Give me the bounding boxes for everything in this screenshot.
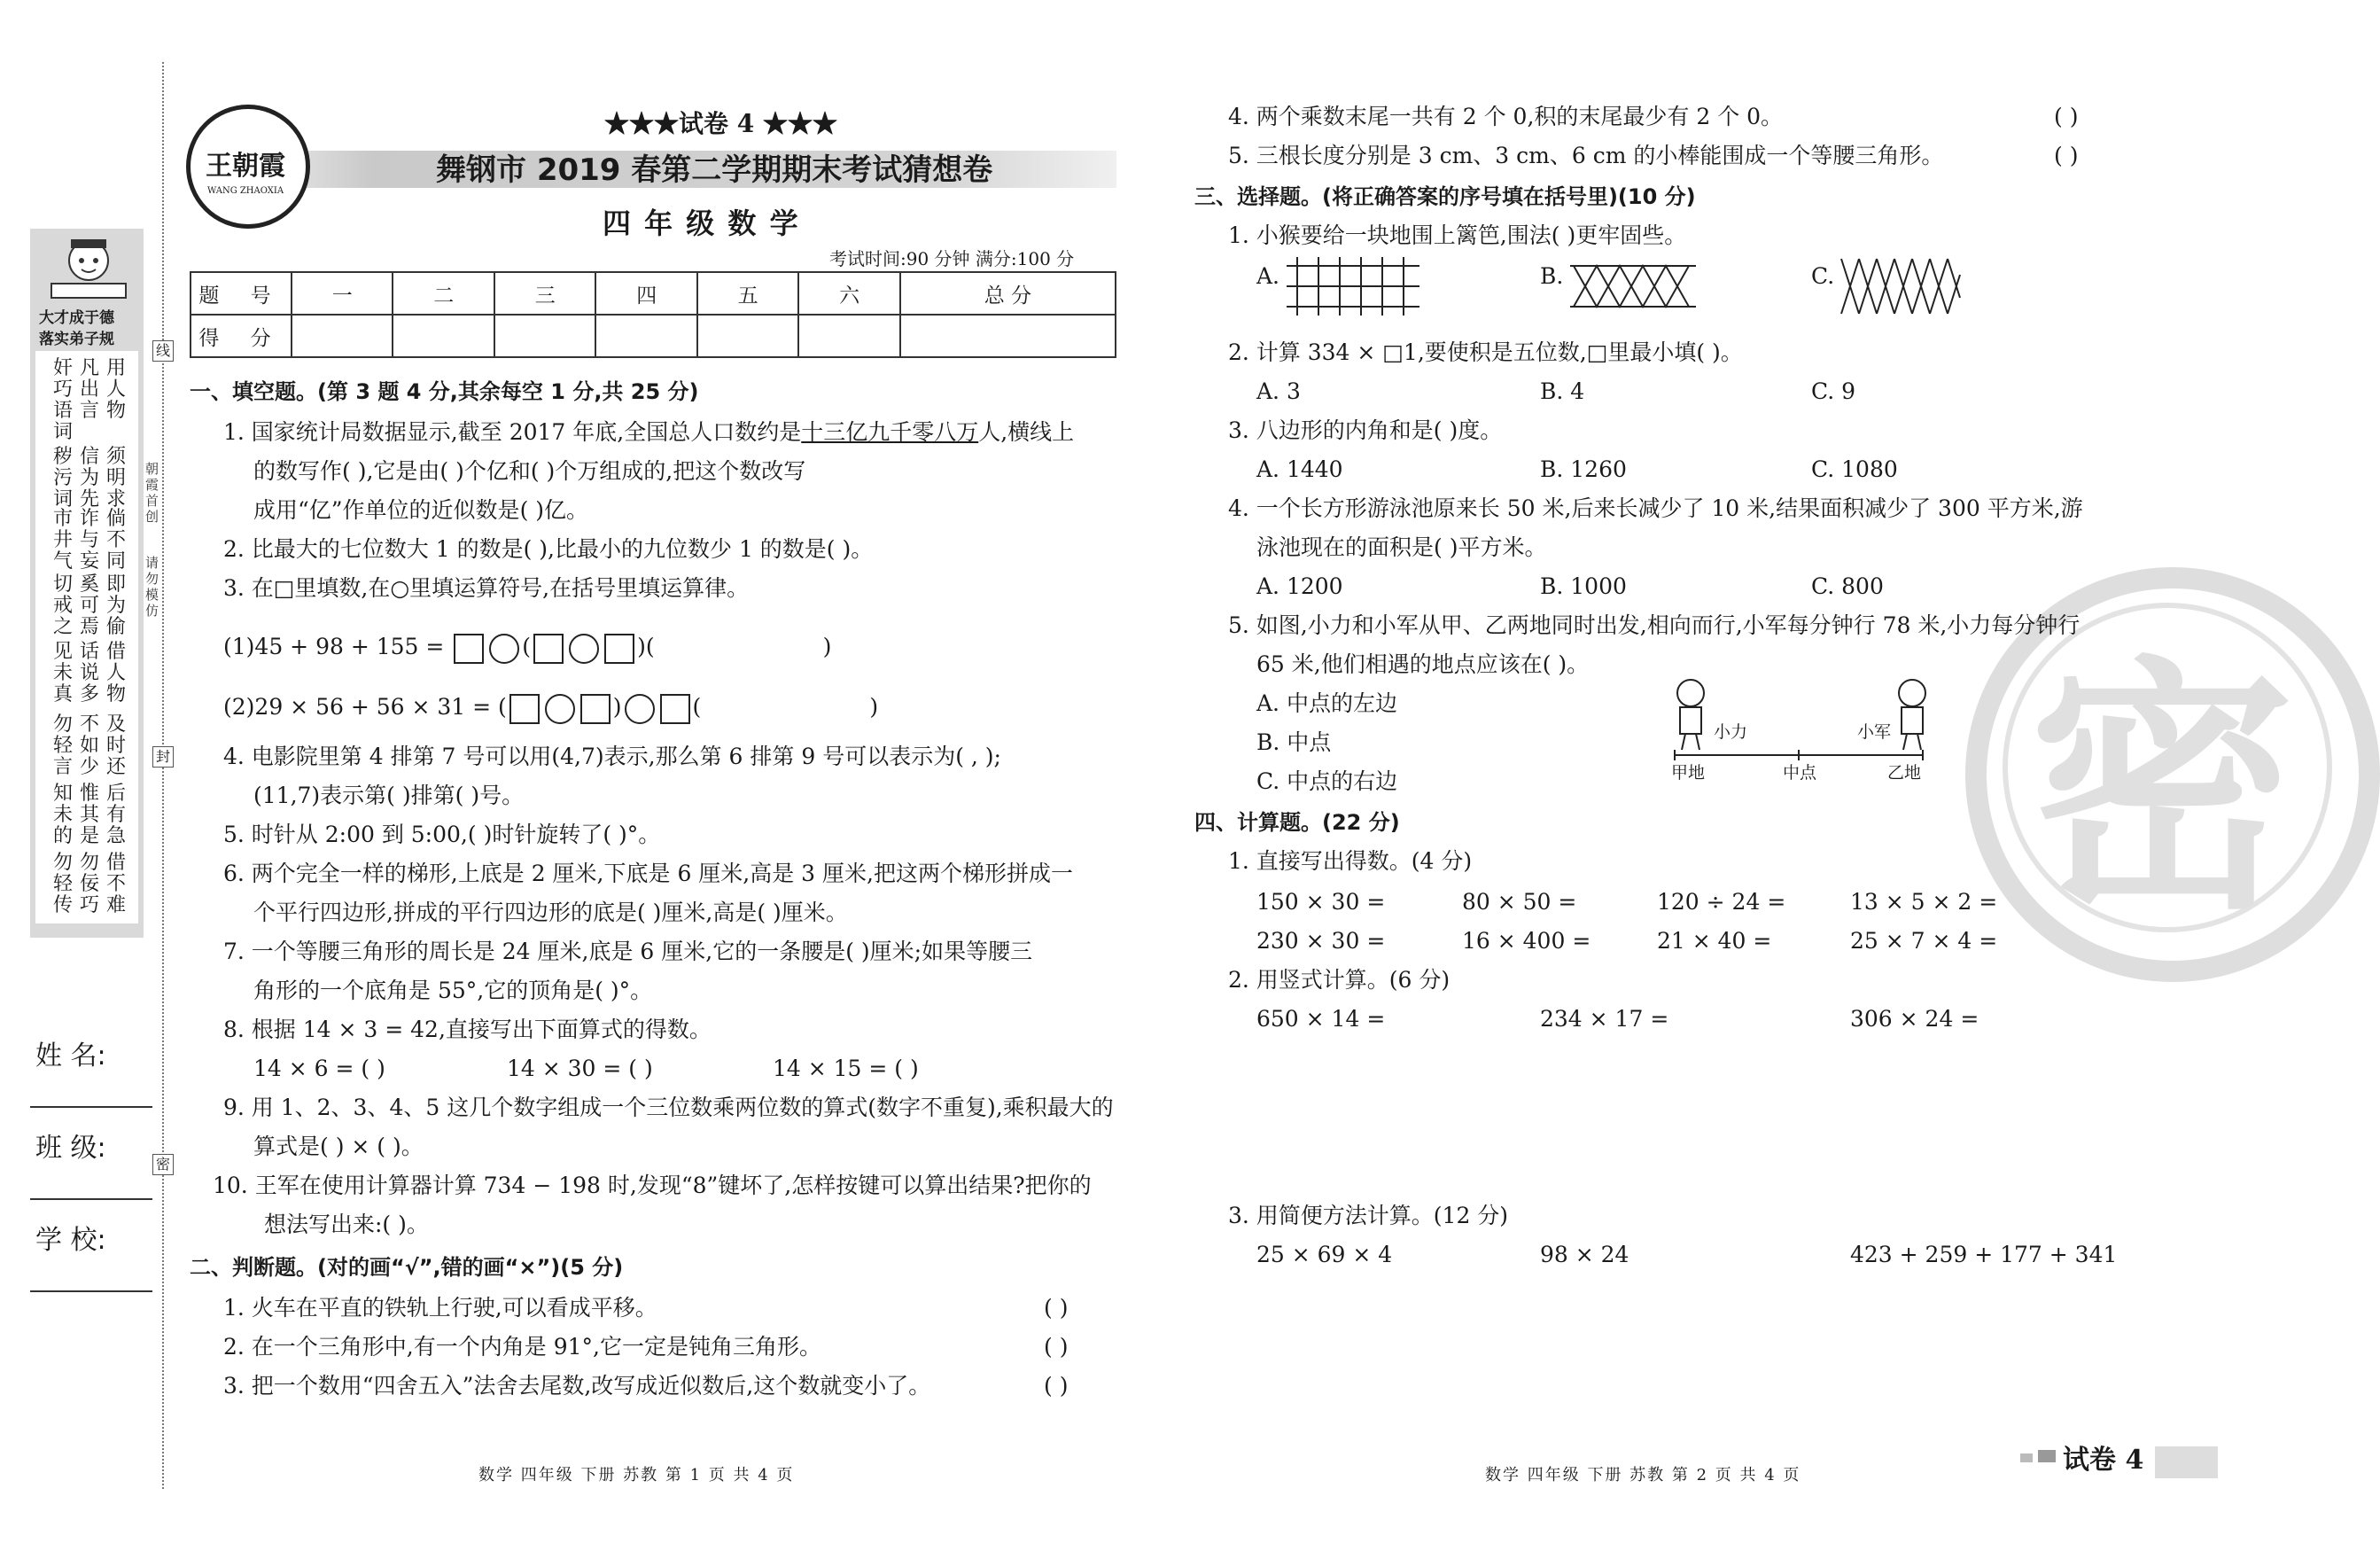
q7-line-a: 7. 一个等腰三角形的周长是 24 厘米,底是 6 厘米,它的一条腰是( )厘米;如果等腰三 [223,939,1033,964]
answer-circle[interactable] [625,694,655,724]
answer-box[interactable] [509,694,540,724]
calc-sub2: 2. 用竖式计算。(6 分) [1228,967,1451,993]
choice-q5-b: 65 米,他们相遇的地点应该在( )。 [1256,651,1590,677]
choice-opt: A. 中点的左边 [1256,690,1397,716]
note-original: 朝霞首创 [145,461,159,525]
judge-blank[interactable]: ( ) [2054,143,2079,168]
school-label: 学 校: [35,1225,106,1256]
q8-item: 14 × 15 = ( ) [773,1056,919,1081]
score-table-row [191,272,1116,315]
badge-decoration [2038,1450,2056,1462]
binding-dotted-line [162,62,164,1489]
badge-decoration [2020,1453,2033,1462]
q3-2: (2)29 × 56 + 56 × 31 = ( ) ( ) [223,693,878,724]
choice-opt: C. 1080 [1811,456,1898,482]
motto-col: 及时还 [105,713,126,778]
motto-col: 不如少 [79,713,99,778]
q3-2-expr: (2)29 × 56 + 56 × 31 = [223,694,492,720]
calc-sub3: 3. 用简便方法计算。(12 分) [1228,1203,1509,1228]
choice-opt: B. 1260 [1540,456,1627,482]
motto-col: 信为先 [79,446,99,510]
choice-q2: 2. 计算 334 × □1,要使积是五位数,□里最小填( )。 [1228,339,1743,365]
judge-item: 5. 三根长度分别是 3 cm、3 cm、6 cm 的小棒能围成一个等腰三角形。 [1228,143,1944,168]
q4-line-b: (11,7)表示第( )排第( )号。 [253,783,525,808]
motto-col: 借人物 [105,641,126,705]
motto-col: 后有急 [105,783,126,847]
choice-opt: A. [1256,263,1280,289]
choice-opt: B. 中点 [1256,729,1332,755]
q3-1: (1)45 + 98 + 155 = ( )( ) [223,633,831,664]
choice-opt: A. 3 [1256,378,1301,404]
table-cell: 一 [292,272,393,315]
name-label: 姓 名: [35,1040,106,1072]
table-cell: 得 分 [191,315,292,357]
figure-label: 乙地 [1887,763,1922,783]
motto-col: 切戒之 [52,573,73,638]
motto-col: 话说多 [79,641,99,705]
q1-line-a [223,418,1074,447]
motto-col: 须明求 [105,446,126,510]
score-table-row [191,315,1116,357]
motto-col: 诈与妄 [79,508,99,573]
table-cell: 五 [697,272,798,315]
motto-col: 勿佞巧 [79,852,99,916]
motto-col: 见未真 [52,641,73,705]
calc-item: 423 + 259 + 177 + 341 [1850,1242,2118,1267]
motto-col: 奚可焉 [79,573,99,638]
q8: 8. 根据 14 × 3 = 42,直接写出下面算式的得数。 [223,1017,712,1042]
calc-item: 120 ÷ 24 = [1657,889,1786,915]
judge-blank[interactable]: ( ) [2054,104,2079,129]
choice-opt: C. 800 [1811,573,1884,599]
cut-mark-feng: 封 [152,746,174,768]
class-line[interactable] [30,1198,152,1200]
choice-opt: A. 1200 [1256,573,1343,599]
badge-bar [2155,1446,2218,1478]
q1-text-end: 人,横线上 [978,419,1075,445]
score-input-cell[interactable] [697,315,798,357]
q5: 5. 时针从 2:00 到 5:00,( )时针旋转了( )°。 [223,822,661,847]
judge-blank[interactable]: ( ) [1044,1295,1069,1321]
choice-opt: C. 9 [1811,378,1856,404]
motto-col: 奸巧语词 [52,357,73,443]
slogan-2: 落实弟子规 [39,331,114,348]
answer-box[interactable] [533,634,564,664]
answer-box[interactable] [660,694,690,724]
judge-item: 4. 两个乘数末尾一共有 2 个 0,积的末尾最少有 2 个 0。 [1228,104,1784,129]
judge-blank[interactable]: ( ) [1044,1334,1069,1360]
calc-item: 16 × 400 = [1462,928,1591,954]
cut-mark-xian: 线 [152,340,174,362]
name-line[interactable] [30,1106,152,1108]
page-title: 舞钢市 2019 春第二学期期末考试猜想卷 [436,152,993,188]
choice-q5-a: 5. 如图,小力和小军从甲、乙两地同时出发,相向而行,小军每分钟行 78 米,小力每分钟行 [1228,612,2081,638]
score-input-cell[interactable] [292,315,393,357]
figure-label: 中点 [1783,763,1817,783]
table-cell: 四 [595,272,696,315]
section3-heading: 三、选择题。(将正确答案的序号填在括号里)(10 分) [1194,184,1696,209]
motto-col: 借不难 [105,852,126,916]
table-cell: 二 [393,272,494,315]
q10-line-a: 10. 王军在使用计算器计算 734 − 198 时,发现“8”键坏了,怎样按键可以算出结果?把你的 [213,1173,1092,1198]
exam-time-info: 考试时间:90 分钟 满分:100 分 [829,248,1075,269]
cartoon-scholar-icon [44,232,133,301]
score-input-cell[interactable] [900,315,1116,357]
calc-item: 650 × 14 = [1256,1006,1386,1032]
calc-item: 306 × 24 = [1850,1006,1979,1032]
q3-1-expr: (1)45 + 98 + 155 = [223,634,445,659]
score-input-cell[interactable] [798,315,899,357]
choice-q4-b: 泳池现在的面积是( )平方米。 [1256,534,1547,560]
judge-item: 1. 火车在平直的铁轨上行驶,可以看成平移。 [223,1295,657,1321]
choice-opt: C. [1811,263,1835,289]
motto-col: 秽污词 [52,446,73,510]
fence-grid-figure [1287,257,1419,316]
logo-subtext: WANG ZHAOXIA [206,186,284,196]
q6-line-b: 个平行四边形,拼成的平行四边形的底是( )厘米,高是( )厘米。 [253,900,848,925]
footer-right: 数学 四年级 下册 苏教 第 2 页 共 4 页 [1485,1466,1801,1485]
note-no-copy: 请勿模仿 [145,555,159,619]
motto-col: 用人物 [105,357,126,422]
answer-box[interactable] [454,634,484,664]
fence-triangle-figure [1570,257,1696,316]
motto-col: 凡出言 [79,357,99,422]
score-input-cell[interactable] [494,315,595,357]
motto-col: 即为偷 [105,573,126,638]
calc-item: 234 × 17 = [1540,1006,1669,1032]
q8-item: 14 × 30 = ( ) [507,1056,653,1081]
calc-item: 230 × 30 = [1256,928,1386,954]
figure-label: 甲地 [1671,763,1706,783]
figure-right-name: 小军 [1857,722,1892,742]
motto-col: 倘不同 [105,508,126,573]
choice-opt: B. 1000 [1540,573,1627,599]
footer-left: 数学 四年级 下册 苏教 第 1 页 共 4 页 [478,1466,795,1485]
motto-col: 勿轻传 [52,852,73,916]
judge-item: 3. 把一个数用“四舍五入”法舍去尾数,改写成近似数后,这个数就变小了。 [223,1373,931,1399]
calc-item: 80 × 50 = [1462,889,1577,915]
meeting-diagram [1666,675,1932,769]
subject-title: 四 年 级 数 学 [603,207,800,240]
table-cell: 三 [494,272,595,315]
choice-opt: A. 1440 [1256,456,1343,482]
answer-box[interactable] [580,694,611,724]
class-label: 班 级: [35,1133,106,1164]
q2: 2. 比最大的七位数大 1 的数是( ),比最小的九位数少 1 的数是( )。 [223,536,874,562]
q3: 3. 在□里填数,在○里填运算符号,在括号里填运算律。 [223,575,750,601]
q1-underlined: 十三亿九千零八万 [801,419,979,445]
fence-cross-figure [1839,257,1962,316]
choice-q1: 1. 小猴要给一块地围上篱笆,围法( )更牢固些。 [1228,222,1687,248]
motto-col: 市井气 [52,508,73,573]
exam-badge: 试卷 4 [2063,1445,2144,1476]
school-line[interactable] [30,1290,152,1292]
exam-number: ★★★试卷 4 ★★★ [604,109,837,138]
table-cell: 总 分 [900,272,1116,315]
answer-box[interactable] [604,634,634,664]
calc-item: 21 × 40 = [1657,928,1772,954]
motto-col: 勿轻言 [52,713,73,778]
calc-item: 25 × 7 × 4 = [1850,928,1998,954]
choice-q4-a: 4. 一个长方形游泳池原来长 50 米,后来长减少了 10 米,结果面积减少了 300 平方米,游 [1228,495,2083,521]
q8-item: 14 × 6 = ( ) [253,1056,385,1081]
score-input-cell[interactable] [393,315,494,357]
judge-item: 2. 在一个三角形中,有一个内角是 91°,它一定是钝角三角形。 [223,1334,821,1360]
calc-item: 98 × 24 [1540,1242,1629,1267]
score-input-cell[interactable] [595,315,696,357]
q9-line-b: 算式是( ) × ( )。 [253,1134,424,1159]
choice-q3: 3. 八边形的内角和是( )度。 [1228,417,1503,443]
logo-text: 王朝霞 [206,151,285,182]
q1-text: 1. 国家统计局数据显示,截至 2017 年底,全国总人口数约是 [223,419,802,445]
choice-opt: B. [1540,263,1564,289]
answer-circle[interactable] [545,694,575,724]
q1-line-b: 的数写作( ),它是由( )个亿和( )个万组成的,把这个数改写 [253,458,806,484]
slogan-1: 大才成于德 [39,309,114,327]
calc-sub1: 1. 直接写出得数。(4 分) [1228,848,1473,874]
motto-col: 知未的 [52,783,73,847]
section1-heading: 一、填空题。(第 3 题 4 分,其余每空 1 分,共 25 分) [190,379,699,404]
figure-left-name: 小力 [1714,722,1748,742]
q1-line-c: 成用“亿”作单位的近似数是( )亿。 [253,497,589,523]
motto-col: 惟其是 [79,783,99,847]
section4-heading: 四、计算题。(22 分) [1194,810,1400,835]
stamp-character: 密 [2029,635,2295,945]
answer-circle[interactable] [569,634,599,664]
q6-line-a: 6. 两个完全一样的梯形,上底是 2 厘米,下底是 6 厘米,高是 3 厘米,把这两个梯形拼成一 [223,861,1073,886]
calc-item: 150 × 30 = [1256,889,1386,915]
section2-heading: 二、判断题。(对的画“√”,错的画“×”)(5 分) [190,1255,624,1280]
table-cell: 题 号 [191,272,292,315]
judge-blank[interactable]: ( ) [1044,1373,1069,1399]
table-cell: 六 [798,272,899,315]
calc-item: 13 × 5 × 2 = [1850,889,1998,915]
cut-mark-mi: 密 [152,1154,174,1175]
answer-circle[interactable] [489,634,519,664]
choice-opt: C. 中点的右边 [1256,768,1398,794]
q7-line-b: 角形的一个底角是 55°,它的顶角是( )°。 [253,978,653,1003]
q4-line-a: 4. 电影院里第 4 排第 7 号可以用(4,7)表示,那么第 6 排第 9 号可以表示为( , ); [223,744,1001,769]
calc-item: 25 × 69 × 4 [1256,1242,1393,1267]
q9-line-a: 9. 用 1、2、3、4、5 这几个数字组成一个三位数乘两位数的算式(数字不重复),乘积最大的 [223,1095,1114,1120]
score-table [190,271,1116,358]
choice-opt: B. 4 [1540,378,1585,404]
q10-line-b: 想法写出来:( )。 [264,1212,429,1237]
